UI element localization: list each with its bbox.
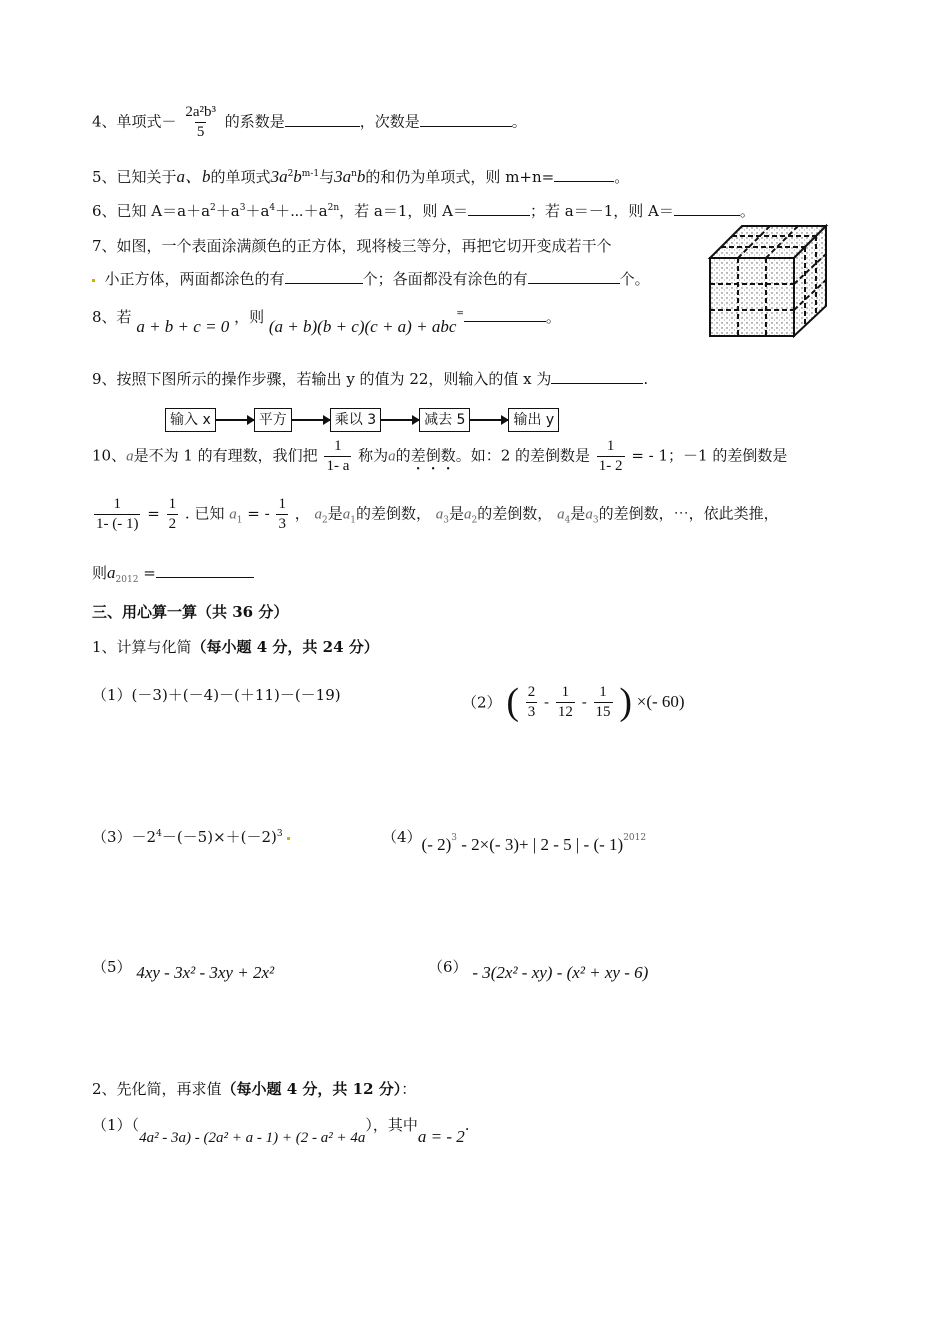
problem-1: （1）(－3)＋(－4)－(＋11)－(－19) — [92, 686, 341, 704]
arrow-icon — [470, 419, 508, 421]
fraction: $\frac{1}{2}$ — [168, 496, 177, 532]
flow-box-output: 输出 y — [508, 408, 559, 432]
fraction: $\frac{1}{12}$ — [557, 683, 573, 720]
answer-blank[interactable] — [554, 167, 614, 182]
problem-5: （5） 4xy - 3x² - 3xy + 2x² — [92, 958, 275, 982]
fraction: $\frac{1}{1- (- 1)}$ — [96, 496, 139, 532]
fraction: $\frac{1}{1- a}$ — [326, 438, 350, 474]
section-3-title: 三、用心算一算（共 36 分） — [92, 603, 289, 621]
question-4: 4、单项式－ $\frac{\text{2a²b³}}{5}$ 的系数是 ，次数是 。 — [92, 104, 527, 140]
question-6: 6、已知 $A=a+a^2+a^3+a^4+\cdots+a^{2n}$，若 a＝1，则 A＝ ；若 a＝－1，则 A＝ 。 — [92, 202, 755, 220]
arrow-icon — [292, 419, 330, 421]
answer-blank[interactable] — [551, 369, 643, 384]
question-10-line3: 则$a_{2012}$ = — [92, 562, 254, 585]
answer-blank[interactable] — [285, 112, 360, 127]
mark — [287, 837, 290, 840]
answer-blank[interactable] — [528, 269, 620, 284]
question-10-line1: 10、a是不为 1 的有理数，我们把 $\frac{1}{1- a}$ 称为a的差倒数。如：2 的差倒数是 $\frac{1}{1- 2}$ = - 1；－1 的差倒数是 — [92, 438, 788, 474]
cube-front-face — [710, 258, 794, 336]
question-7-line1: 7、如图，一个表面涂满颜色的正方体，现将棱三等分，再把它切开变成若干个 — [92, 237, 612, 255]
problem-2: （2） ( $\frac{2}{3}$ - $\frac{1}{12}$ - $\frac{1}{15}$ ) ×(- 60) — [462, 681, 685, 723]
problem-3: $(3)-2^4-(-5)\times+(-2)^3$ — [92, 826, 290, 847]
answer-blank[interactable] — [420, 112, 512, 127]
section-3-question-1: 1、计算与化简（每小题 4 分，共 24 分） — [92, 638, 379, 656]
answer-blank[interactable] — [285, 269, 363, 284]
arrow-icon — [381, 419, 419, 421]
arrow-icon — [216, 419, 254, 421]
question-5: 5、已知关于a、b的单项式$3a^2b^{m-1}$与$3a^nb$的和仍为单项式，则 m+n= 。 — [92, 167, 630, 186]
problem-6: （6） - 3(2x² - xy) - (x² + xy - 6) — [428, 958, 649, 982]
fraction: $\frac{2}{3}$ — [527, 683, 536, 720]
answer-blank[interactable] — [468, 201, 530, 216]
question-8: 8、若 a + b + c = 0 ，则 (a + b)(b + c)(c + a) + abc= 。 — [92, 308, 561, 336]
answer-blank[interactable] — [156, 563, 254, 578]
fraction: $\frac{\text{2a²b³}}{5}$ — [185, 104, 216, 140]
evaluate-problem-1: （1）（4a² - 3a) - (2a² + a - 1) + (2 - a² + 4a），其中a = - 2. — [92, 1116, 470, 1146]
flow-box-subtract: 减去 5 — [419, 408, 470, 432]
problem-4: （4）(- 2)$^3$ - 2×(- 3)+ | 2 - 5 | - (- 1)$^{2012}$ — [382, 828, 647, 854]
flow-diagram — [165, 408, 559, 432]
answer-blank[interactable] — [464, 307, 546, 322]
section-3-question-2: 2、先化简，再求值（每小题 4 分，共 12 分）： — [92, 1080, 417, 1098]
flow-box-square: 平方 — [254, 408, 292, 432]
mark — [92, 279, 95, 282]
flow-box-input: 输入 x — [165, 408, 216, 432]
question-10-line2: $\frac{1}{1- (- 1)}$ = $\frac{1}{2}$ . 已知 $a_1$ = - $\frac{1}{3}$ ， $a_2$是$a_1$的差倒数， $a_3$是$a_2$的差倒数， $a_4$是$a_3$的差倒数，⋯，依此类推， — [96, 496, 779, 532]
answer-blank[interactable] — [674, 201, 740, 216]
cube-figure — [706, 222, 830, 340]
fraction: $\frac{1}{15}$ — [595, 683, 611, 720]
fraction: $\frac{1}{3}$ — [278, 496, 286, 532]
fraction: $\frac{1}{1- 2}$ — [598, 438, 623, 474]
flow-box-multiply: 乘以 3 — [330, 408, 381, 432]
question-7-line2: 小正方体，两面都涂色的有 个；各面都没有涂色的有 个。 — [92, 268, 650, 289]
question-9: 9、按照下图所示的操作步骤，若输出 y 的值为 22，则输入的值 x 为 . — [92, 370, 649, 388]
